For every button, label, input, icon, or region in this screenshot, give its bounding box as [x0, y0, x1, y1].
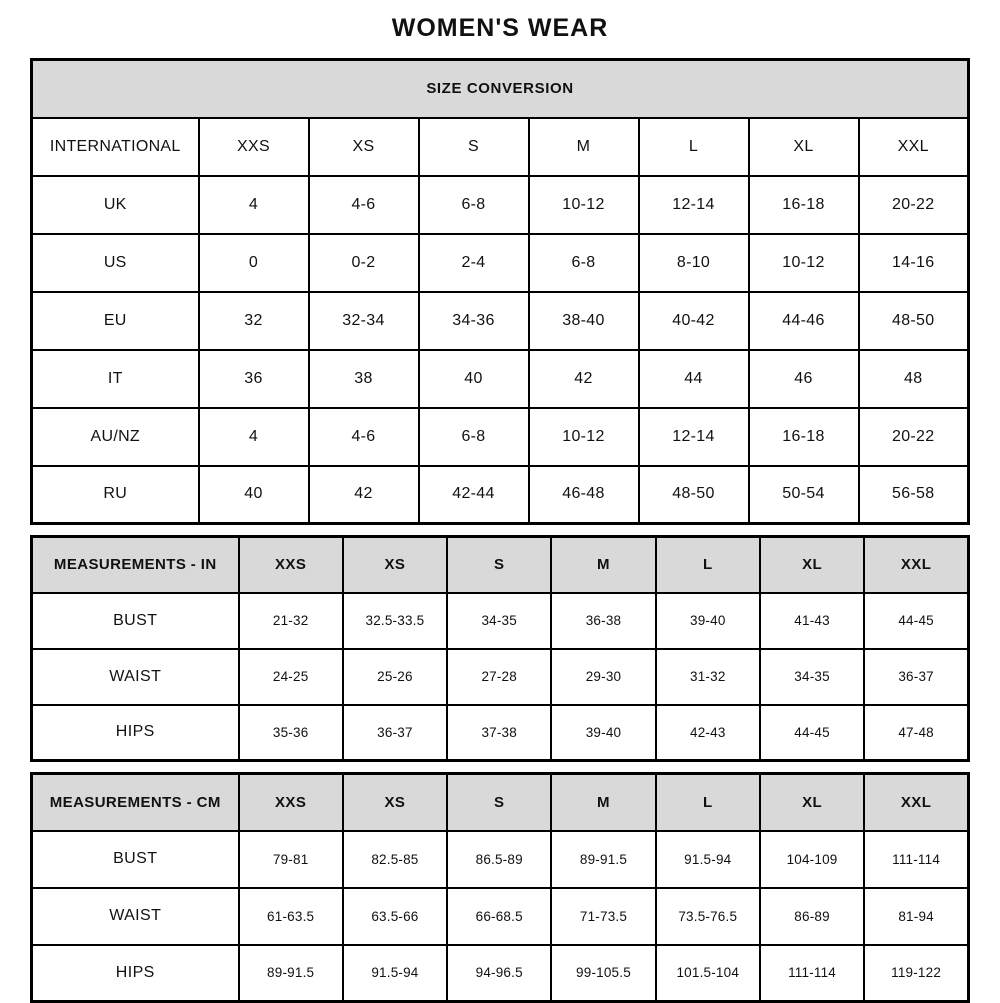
table-banner-row: [32, 60, 969, 118]
data-cell: 27-28: [447, 649, 551, 705]
data-cell: 46-48: [529, 466, 639, 524]
size-header-cell: XL: [760, 537, 864, 593]
data-cell: 6-8: [529, 234, 639, 292]
data-cell: 39-40: [551, 705, 655, 761]
data-cell: 32.5-33.5: [343, 593, 447, 649]
data-cell: 21-32: [239, 593, 343, 649]
data-cell: 56-58: [859, 466, 969, 524]
table-header-row: [32, 774, 969, 831]
data-cell: 4-6: [309, 176, 419, 234]
table-row: [32, 705, 969, 761]
table-row: [32, 945, 969, 1002]
data-cell: 94-96.5: [447, 945, 551, 1002]
size-header-cell: S: [419, 118, 529, 176]
data-cell: 46: [749, 350, 859, 408]
data-cell: 38: [309, 350, 419, 408]
data-cell: 41-43: [760, 593, 864, 649]
data-cell: 42: [529, 350, 639, 408]
data-cell: 39-40: [656, 593, 760, 649]
data-cell: 47-48: [864, 705, 968, 761]
data-cell: 6-8: [419, 176, 529, 234]
data-cell: 82.5-85: [343, 831, 447, 888]
row-label-cell: BUST: [32, 593, 239, 649]
size-header-cell: S: [447, 774, 551, 831]
data-cell: 42-44: [419, 466, 529, 524]
size-header-cell: L: [656, 537, 760, 593]
data-cell: 38-40: [529, 292, 639, 350]
size-header-cell: L: [639, 118, 749, 176]
row-label-cell: IT: [32, 350, 199, 408]
data-cell: 44: [639, 350, 749, 408]
data-cell: 0: [199, 234, 309, 292]
size-header-cell: XXL: [859, 118, 969, 176]
data-cell: 16-18: [749, 408, 859, 466]
data-cell: 79-81: [239, 831, 343, 888]
table-row: [32, 593, 969, 649]
data-cell: 44-45: [864, 593, 968, 649]
size-header-cell: L: [656, 774, 760, 831]
table-row: [32, 176, 969, 234]
size-header-cell: M: [551, 537, 655, 593]
table-row: [32, 466, 969, 524]
table-row: [32, 292, 969, 350]
data-cell: 34-36: [419, 292, 529, 350]
data-cell: 12-14: [639, 408, 749, 466]
data-cell: 31-32: [656, 649, 760, 705]
data-cell: 32: [199, 292, 309, 350]
row-label-cell: WAIST: [32, 649, 239, 705]
data-cell: 99-105.5: [551, 945, 655, 1002]
size-conversion-table: [30, 58, 970, 525]
data-cell: 111-114: [864, 831, 968, 888]
data-cell: 24-25: [239, 649, 343, 705]
table-row: [32, 888, 969, 945]
row-label-cell: HIPS: [32, 945, 239, 1002]
data-cell: 40: [199, 466, 309, 524]
size-header-cell: M: [529, 118, 639, 176]
size-header-cell: M: [551, 774, 655, 831]
data-cell: 89-91.5: [239, 945, 343, 1002]
data-cell: 36-37: [864, 649, 968, 705]
data-cell: 12-14: [639, 176, 749, 234]
data-cell: 36: [199, 350, 309, 408]
data-cell: 89-91.5: [551, 831, 655, 888]
table-label-header-cell: MEASUREMENTS - IN: [32, 537, 239, 593]
table-title-cell: SIZE CONVERSION: [32, 60, 969, 118]
data-cell: 91.5-94: [656, 831, 760, 888]
data-cell: 66-68.5: [447, 888, 551, 945]
data-cell: 34-35: [760, 649, 864, 705]
data-cell: 10-12: [749, 234, 859, 292]
measurements-in-table: [30, 535, 970, 762]
page-title: WOMEN'S WEAR: [391, 14, 609, 42]
data-cell: 40-42: [639, 292, 749, 350]
row-label-cell: AU/NZ: [32, 408, 199, 466]
data-cell: 36-37: [343, 705, 447, 761]
row-label-cell: US: [32, 234, 199, 292]
data-cell: 63.5-66: [343, 888, 447, 945]
size-header-cell: XXL: [864, 774, 968, 831]
data-cell: 4-6: [309, 408, 419, 466]
table-row: [32, 234, 969, 292]
row-label-cell: HIPS: [32, 705, 239, 761]
data-cell: 111-114: [760, 945, 864, 1002]
data-cell: 42-43: [656, 705, 760, 761]
data-cell: 37-38: [447, 705, 551, 761]
table-row: [32, 350, 969, 408]
row-label-cell: WAIST: [32, 888, 239, 945]
size-header-cell: XXS: [199, 118, 309, 176]
data-cell: 91.5-94: [343, 945, 447, 1002]
data-cell: 10-12: [529, 408, 639, 466]
data-cell: 40: [419, 350, 529, 408]
data-cell: 35-36: [239, 705, 343, 761]
data-cell: 48-50: [639, 466, 749, 524]
row-label-cell: EU: [32, 292, 199, 350]
data-cell: 71-73.5: [551, 888, 655, 945]
data-cell: 2-4: [419, 234, 529, 292]
data-cell: 86.5-89: [447, 831, 551, 888]
data-cell: 44-45: [760, 705, 864, 761]
size-header-cell: XXS: [239, 774, 343, 831]
data-cell: 6-8: [419, 408, 529, 466]
data-cell: 34-35: [447, 593, 551, 649]
data-cell: 25-26: [343, 649, 447, 705]
size-header-cell: S: [447, 537, 551, 593]
data-cell: 86-89: [760, 888, 864, 945]
table-row: [32, 831, 969, 888]
size-header-cell: XS: [309, 118, 419, 176]
size-header-cell: XL: [760, 774, 864, 831]
table-label-header-cell: MEASUREMENTS - CM: [32, 774, 239, 831]
size-header-cell: XL: [749, 118, 859, 176]
data-cell: 0-2: [309, 234, 419, 292]
data-cell: 73.5-76.5: [656, 888, 760, 945]
data-cell: 48-50: [859, 292, 969, 350]
size-header-cell: XXL: [864, 537, 968, 593]
data-cell: 81-94: [864, 888, 968, 945]
table-label-header-cell: INTERNATIONAL: [32, 118, 199, 176]
table-header-row: [32, 537, 969, 593]
data-cell: 14-16: [859, 234, 969, 292]
measurements-cm-table: [30, 772, 970, 1003]
data-cell: 20-22: [859, 408, 969, 466]
data-cell: 10-12: [529, 176, 639, 234]
data-cell: 4: [199, 176, 309, 234]
data-cell: 32-34: [309, 292, 419, 350]
table-header-row: [32, 118, 969, 176]
data-cell: 8-10: [639, 234, 749, 292]
data-cell: 119-122: [864, 945, 968, 1002]
size-header-cell: XS: [343, 537, 447, 593]
data-cell: 36-38: [551, 593, 655, 649]
data-cell: 29-30: [551, 649, 655, 705]
data-cell: 20-22: [859, 176, 969, 234]
data-cell: 61-63.5: [239, 888, 343, 945]
table-row: [32, 408, 969, 466]
row-label-cell: BUST: [32, 831, 239, 888]
size-header-cell: XS: [343, 774, 447, 831]
data-cell: 50-54: [749, 466, 859, 524]
data-cell: 48: [859, 350, 969, 408]
data-cell: 42: [309, 466, 419, 524]
data-cell: 16-18: [749, 176, 859, 234]
size-header-cell: XXS: [239, 537, 343, 593]
data-cell: 44-46: [749, 292, 859, 350]
data-cell: 101.5-104: [656, 945, 760, 1002]
row-label-cell: RU: [32, 466, 199, 524]
data-cell: 104-109: [760, 831, 864, 888]
data-cell: 4: [199, 408, 309, 466]
row-label-cell: UK: [32, 176, 199, 234]
table-row: [32, 649, 969, 705]
